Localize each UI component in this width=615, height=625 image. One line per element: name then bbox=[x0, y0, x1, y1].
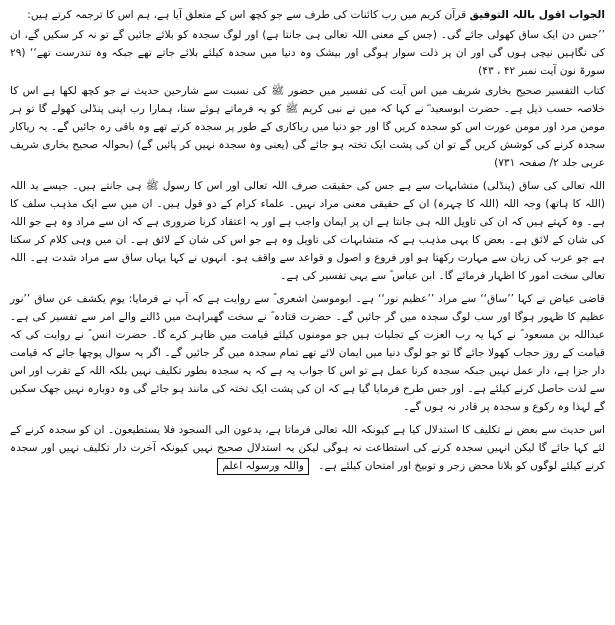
conclusion-text: اس حدیث سے بعض نے تکلیف کا استدلال کیا ہے کیونکہ اللہ تعالی فرماتا ہے، یدعون الی السجود فلا یستطیعون۔ ان کو سجدہ کرنے کے لئے کہا جائے گا لیکن انہیں سجدہ کرنے کی استطاعت نہ ہوگی لیکن یہ استدلال صحیح نہیں کیونکہ آخرت دار تکلیف نہیں اور سجدہ کرنے کیلئے لوگوں کو بلانا محض زجر و توبیخ اور امتحان کیلئے ہے۔ bbox=[10, 424, 605, 472]
qazi-iyaz-paragraph bbox=[10, 290, 605, 416]
answer-intro-paragraph bbox=[10, 6, 605, 24]
answer-intro-text: قرآن کریم میں رب کائنات کی طرف سے جو کچھ اس کے متعلق آیا ہے، ہم اس کا ترجمہ کرتے ہیں: bbox=[27, 9, 467, 21]
conclusion-paragraph bbox=[10, 421, 605, 475]
closing-formula: واللہ ورسولہ اعلم bbox=[217, 458, 309, 475]
bukhari-commentary-paragraph bbox=[10, 82, 605, 172]
quran-translation-paragraph bbox=[10, 26, 605, 80]
quran-translation-quote: ’’جس دن ایک ساق کھولی جائے گی۔ (جس کے معنی اللہ تعالی ہی جانتا ہے) اور لوگ سجدہ کو بلائے جائیں گے تو نہ کر سکیں گے، ان کی نگاہیں نیچی ہوں گی اور ان پر ذلت سوار ہوگی اور بیشک وہ دنیا میں سجدہ کیلئے بلائے جاتے تھے جبکہ وہ تندرست تھے‘‘ bbox=[10, 29, 605, 59]
answer-lead: الجواب اقول باللہ التوفیق bbox=[469, 9, 605, 21]
mutashabihat-text: اللہ تعالی کی ساق (پنڈلی) متشابہات سے ہے جس کی حقیقت صرف اللہ تعالی اور اس کا رسول ﷺ ہی جانتے ہیں۔ جیسے ید اللہ (اللہ کا ہاتھ) وجہ اللہ (اللہ کا چہرہ) ان کے حقیقی معنی مراد نہیں۔ علماء کرام کے دو قول ہیں۔ ان میں سے ایک مذہب سلف کا ہے۔ وہ کہتے ہیں کہ ان کی تاویل اللہ ہی جانتا ہے ان پر ایمان واجب ہے اور یہ اعتقاد کرنا ضروری ہے کہ ان سے مراد وہ ہے جو اللہ کی شان کے لائق ہے۔ بعض کا یہی مذہب ہے کہ متشابہات کی تاویل وہ ہے جو اس کی شان کے لائق ہے۔ ان میں وہی کلام کر سکتا ہے جو عرب کی زبان سے مہارت رکھتا ہو اور فروع و اصول و قواعد سے واقف ہو۔ انہوں نے کہا یہاں ساق سے مراد شدت ہے۔ اللہ تعالی سخت امور کا اظہار فرمائے گا۔ ابن عباس ؓ سے یہی تفسیر کی ہے۔ bbox=[10, 180, 605, 282]
bukhari-commentary-text: کتاب التفسیر صحیح بخاری شریف میں اس آیت کی تفسیر میں حضور ﷺ کی نسبت سے شارحین حدیث نے جو کچھ لکھا ہے اس کا خلاصہ حسب ذیل ہے۔ حضرت ابوسعید ؓ نے کہا کہ میں نے نبی کریم ﷺ کو یہ فرماتے ہوئے سنا، ہمارا رب اپنی پنڈلی کھولے گا تو ہر مومن مرد اور مومن عورت اس کو سجدہ کریں گا اور جو دنیا میں ریاکاری کے طور پر سجدہ کرتے تھے وہ باقی رہ جائیں گے۔ یہ ریاکار سجدہ کرنے کی کوشش کریں گے تو ان کی پشت ایک تختہ ہو جائے گی (یعنی وہ سجدہ نہیں کر پائیں گے) bbox=[10, 85, 605, 151]
mutashabihat-paragraph bbox=[10, 177, 605, 285]
bukhari-reference: (بحوالہ صحیح بخاری شریف عربی جلد ۲/ صفحہ ۷۳۱) bbox=[10, 139, 605, 169]
qazi-iyaz-text: قاضی عیاض نے کہا ’’ساق‘‘ سے مراد ’’عظیم نور‘‘ ہے۔ ابوموسیٰ اشعری ؓ سے روایت ہے کہ آپ نے فرمایا: یوم یکشف عن ساق ’’نور عظیم کا ظہور ہوگا اور سب لوگ سجدہ میں گر جائیں گے۔ حضرت قتادہ ؓ نے سخت گھبراہٹ میں ڈالنے والے امر سے تفسیر کی ہے۔ عبداللہ بن مسعود ؓ نے کہا یہ رب العزت کے تجلیات ہیں جو مومنوں کیلئے قیامت میں ظاہر کرے گا۔ حضرت انس ؓ نے روایت کی کہ قیامت کے روز حجاب کھولا جائے گا تو جو لوگ دنیا میں ایمان لائے تھے تمام سجدہ میں گر جائیں گے۔ اگر یہ سوال پوچھا جائے کہ قیامت دار جزا ہے، دار عمل نہیں جبکہ سجدہ کرنا عمل ہے تو اس کا جواب یہ ہے کہ یہ سجدہ بطور تکلیف نہیں بلکہ اللہ کے تقرب اور اس سے لذت حاصل کرنے کیلئے ہے۔ اور جس طرح فرمایا گیا ہے کہ ان کی پشت ایک تختہ کی مانند ہو جائے گی وہ دوبارہ نہیں جھک سکیں گے لہذا وہ رکوع و سجدہ پر قادر نہ ہوں گے۔ bbox=[10, 293, 605, 413]
quran-verse-reference: (۲۹ سورۃ نون آیت نمبر ۴۲ ، ۴۳) bbox=[10, 47, 605, 77]
